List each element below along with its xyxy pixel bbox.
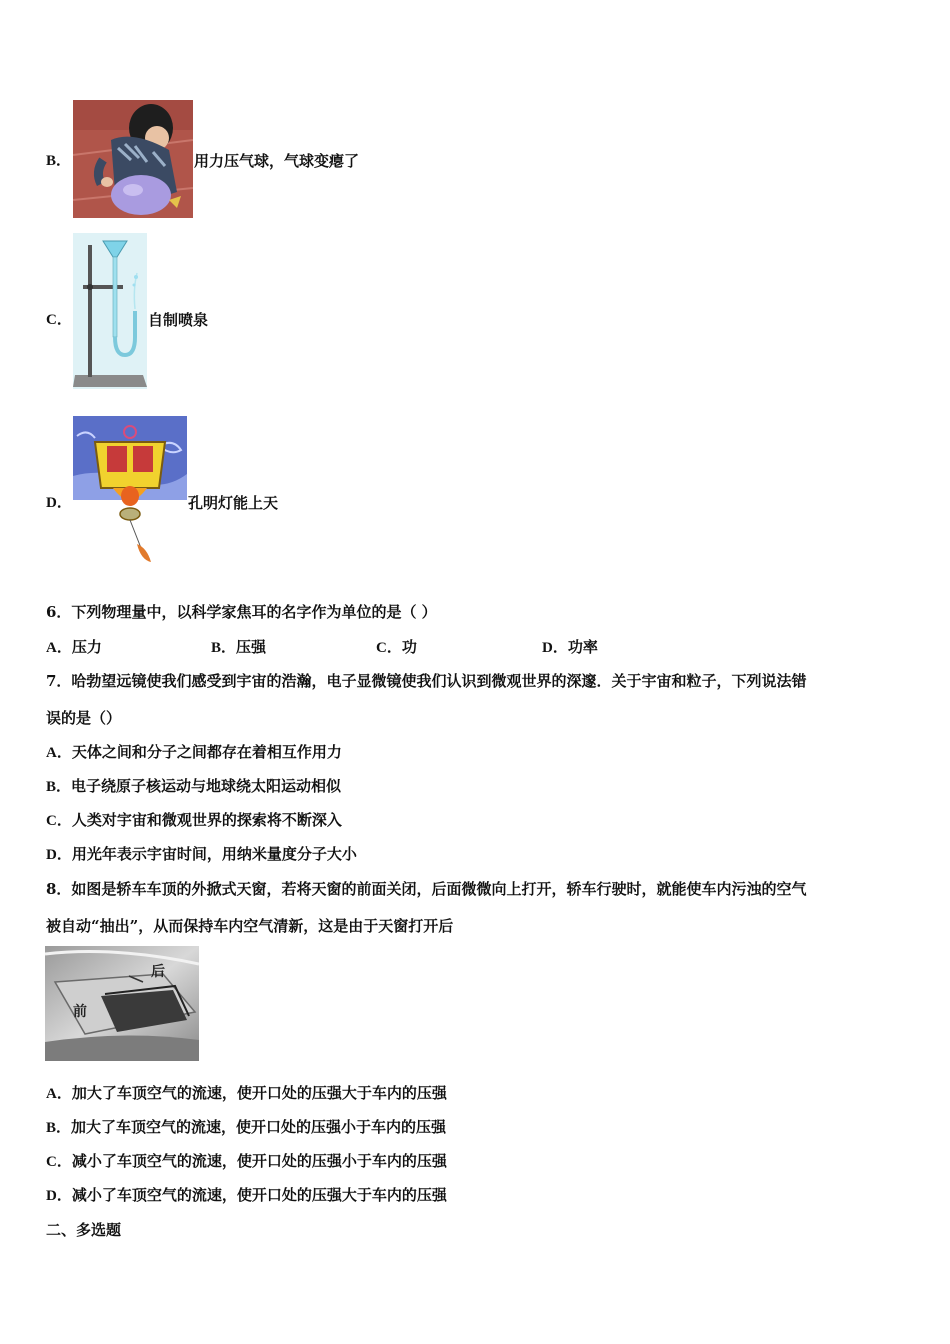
question-stem-continued: 误的是（） — [46, 709, 122, 727]
kongming-lantern-icon — [73, 416, 187, 564]
option-text: 减小了车顶空气的流速，使开口处的压强小于车内的压强 — [71, 1152, 447, 1170]
choice-option[interactable] — [46, 777, 341, 796]
choice-option[interactable] — [46, 1084, 447, 1103]
option-text: 用光年表示宇宙时间，用纳米量度分子大小 — [71, 845, 357, 863]
option-label: A． — [46, 745, 72, 761]
question-stem: 6．下列物理量中，以科学家焦耳的名字作为单位的是（ ） — [46, 603, 437, 621]
option-text: 人类对宇宙和微观世界的探索将不断深入 — [71, 811, 342, 829]
option-text: 孔明灯能上天 — [188, 494, 279, 512]
figure-label-back: 后 — [151, 964, 165, 980]
choice-option[interactable] — [376, 638, 417, 657]
choice-option[interactable] — [542, 638, 598, 657]
option-label: B． — [46, 779, 72, 795]
question-stem: 7．哈勃望远镜使我们感受到宇宙的浩瀚，电子显微镜使我们认识到微观世界的深邃．关于宇宙和粒子，下列说法错 — [46, 672, 807, 690]
balloon-photo-figure — [73, 100, 193, 218]
option-label: C． — [46, 813, 72, 829]
option-label: D． — [46, 495, 72, 511]
option-label: B． — [46, 1120, 72, 1136]
question-stem: 8．如图是轿车车顶的外掀式天窗，若将天窗的前面关闭，后面微微向上打开，轿车行驶时，就能使车内污浊的空气 — [46, 880, 807, 898]
option-text: 加大了车顶空气的流速，使开口处的压强小于车内的压强 — [71, 1118, 447, 1136]
figure-label-front: 前 — [73, 1004, 87, 1020]
option-text: 功 — [401, 638, 417, 656]
option-text: 压强 — [236, 638, 267, 656]
choice-option[interactable] — [46, 811, 342, 830]
option-label: A． — [46, 640, 72, 656]
choice-option[interactable] — [211, 638, 266, 657]
option-label: B． — [46, 153, 72, 169]
child-pressing-balloon-icon — [73, 100, 193, 218]
option-label: B． — [211, 640, 237, 656]
option-text: 压力 — [71, 638, 102, 656]
option-text: 减小了车顶空气的流速，使开口处的压强大于车内的压强 — [71, 1186, 447, 1204]
kongming-lantern-figure — [73, 416, 187, 564]
option-label: D． — [46, 1188, 72, 1204]
choice-option[interactable] — [46, 1152, 447, 1171]
option-label: D． — [46, 847, 72, 863]
option-text: 天体之间和分子之间都存在着相互作用力 — [71, 743, 342, 761]
option-text: 用力压气球，气球变瘪了 — [194, 152, 360, 170]
option-text: 功率 — [567, 638, 598, 656]
choice-option[interactable] — [46, 845, 357, 864]
fountain-apparatus-figure — [73, 233, 147, 389]
choice-option[interactable] — [46, 743, 342, 762]
option-label: C． — [376, 640, 402, 656]
option-text: 自制喷泉 — [148, 311, 209, 329]
option-text: 加大了车顶空气的流速，使开口处的压强大于车内的压强 — [71, 1084, 447, 1102]
section-heading: 二、多选题 — [46, 1221, 122, 1239]
option-label: A． — [46, 1086, 72, 1102]
question-stem-continued: 被自动“抽出”，从而保持车内空气清新，这是由于天窗打开后 — [46, 917, 454, 935]
option-text: 电子绕原子核运动与地球绕太阳运动相似 — [71, 777, 342, 795]
car-sunroof-figure — [45, 946, 199, 1061]
homemade-fountain-icon — [73, 233, 147, 389]
option-label: C． — [46, 1154, 72, 1170]
choice-option[interactable] — [46, 638, 102, 657]
option-label: C． — [46, 312, 72, 328]
option-label: D． — [542, 640, 568, 656]
choice-option[interactable] — [46, 1186, 447, 1205]
choice-option[interactable] — [46, 1118, 446, 1137]
car-sunroof-icon — [45, 946, 199, 1061]
